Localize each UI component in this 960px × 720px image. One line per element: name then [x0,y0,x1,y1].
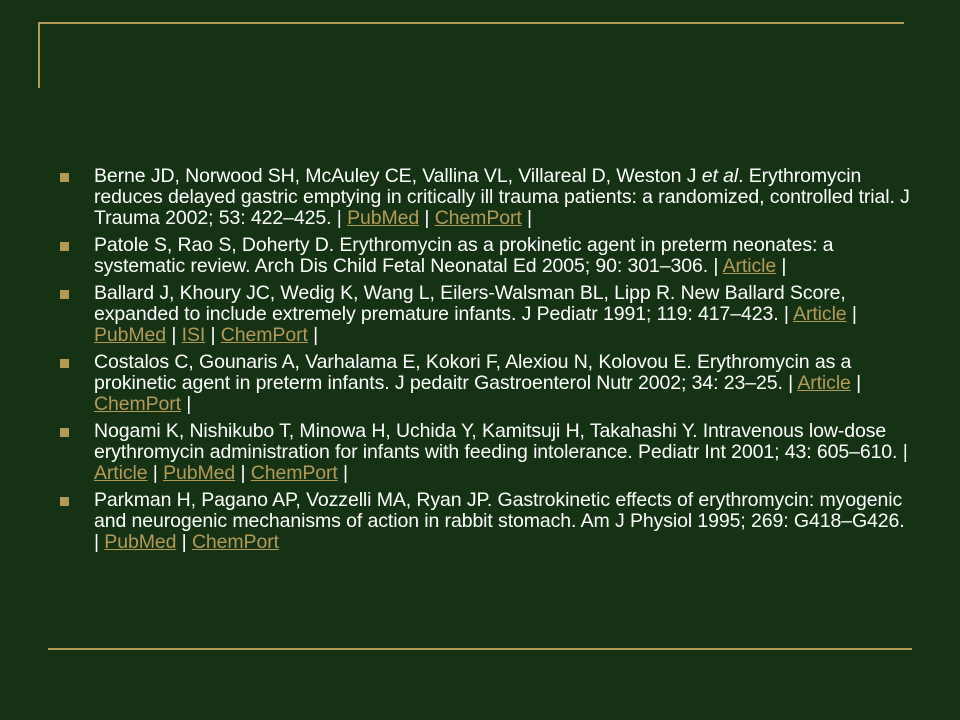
reference-link-chemport[interactable]: ChemPort [220,324,308,346]
reference-text-segment: | [776,255,787,277]
reference-text-segment: | [846,303,857,325]
reference-text-segment: | [337,462,349,484]
square-bullet-icon [60,497,69,506]
reference-item [94,421,914,484]
left-divider [38,22,40,88]
reference-text-segment: | [307,324,319,346]
reference-text-segment: | [180,393,192,415]
reference-text-segment: . Erythromycin reduces delayed gastric emptying in critically ill trauma patients: a randomized, controlled trial. J Trauma 2002; 53: 422–425. | [94,165,910,229]
reference-text-segment: | [166,324,182,346]
reference-item [94,283,914,346]
reference-list [0,166,960,559]
reference-text [94,420,908,484]
reference-text-segment: | [205,324,221,346]
reference-link-isi[interactable]: ISI [181,324,206,346]
square-bullet-icon [60,173,69,182]
reference-text [94,165,910,229]
reference-item [94,352,914,415]
reference-text-segment: | [850,372,862,394]
square-bullet-icon [60,242,69,251]
reference-text-segment: | [521,207,532,229]
reference-link-pubmed[interactable]: PubMed [347,207,420,229]
reference-text-segment: Nogami K, Nishikubo T, Minowa H, Uchida Y, Kamitsuji H, Takahashi Y. Intravenous low-dose erythromycin administration for infants with feeding intolerance. Pediatr Int 2001; 43: 605–610. | [94,420,908,463]
reference-text-segment: Ballard J, Khoury JC, Wedig K, Wang L, Eilers-Walsman BL, Lipp R. New Ballard Score, expanded to include extremely premature infants. J Pediatr 1991; 119: 417–423. | [94,282,846,325]
reference-link-chemport[interactable]: ChemPort [434,207,522,229]
reference-link-chemport[interactable]: ChemPort [250,462,338,484]
reference-link-chemport[interactable]: ChemPort [191,531,279,553]
square-bullet-icon [60,428,69,437]
reference-text [94,489,905,553]
reference-text-segment: | [147,462,164,484]
bottom-divider [48,648,912,650]
reference-text [94,234,833,277]
reference-italic-text: et al [701,165,739,187]
reference-text-segment: | [419,207,435,229]
reference-text [94,282,857,346]
reference-link-article[interactable]: Article [94,462,148,484]
reference-link-pubmed[interactable]: PubMed [104,531,177,553]
reference-link-pubmed[interactable]: PubMed [94,324,167,346]
reference-link-article[interactable]: Article [722,255,777,277]
reference-text-segment: Berne JD, Norwood SH, McAuley CE, Vallina VL, Villareal D, Weston J [94,165,702,187]
reference-link-article[interactable]: Article [793,303,847,325]
reference-text-segment: Parkman H, Pagano AP, Vozzelli MA, Ryan JP. Gastrokinetic effects of erythromycin: myogenic and neurogenic mechanisms of action in rabbit stomach. Am J Physiol 1995; 269: G418–G426. | [94,489,905,553]
reference-text-segment: Patole S, Rao S, Doherty D. Erythromycin as a prokinetic agent in preterm neonates: a systematic review. Arch Dis Child Fetal Neonatal Ed 2005; 90: 301–306. | [94,234,834,277]
reference-text [94,351,861,415]
reference-link-chemport[interactable]: ChemPort [94,393,181,415]
reference-link-article[interactable]: Article [797,372,851,394]
reference-link-pubmed[interactable]: PubMed [163,462,236,484]
reference-text-segment: Costalos C, Gounaris A, Varhalama E, Kokori F, Alexiou N, Kolovou E. Erythromycin as a prokinetic agent in preterm infants. J pedaitr Gastroenterol Nutr 2002; 34: 23–25. | [94,351,852,394]
square-bullet-icon [60,359,69,368]
reference-item [94,490,914,553]
square-bullet-icon [60,290,69,299]
reference-item [94,235,914,277]
reference-text-segment: | [235,462,251,484]
top-divider [40,22,904,24]
reference-text-segment: | [176,531,192,553]
reference-item [94,166,914,229]
